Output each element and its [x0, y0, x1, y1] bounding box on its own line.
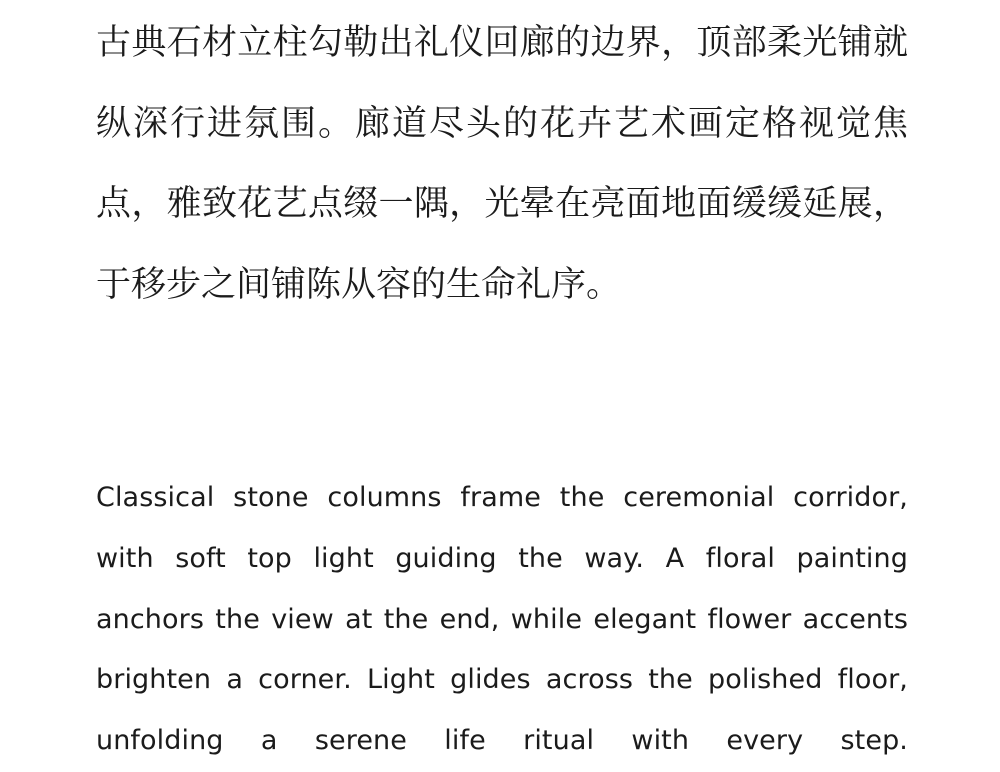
english-description-paragraph: Classical stone columns frame the ceremonial corridor, with soft top light guiding the way. A floral painting anchors the view at the end, while elegant flower accents brighten a corner. Light glides across the polished floor, unfolding a serene life ritual with every step. [96, 482, 908, 757]
chinese-description-paragraph: 古典石材立柱勾勒出礼仪回廊的边界，顶部柔光铺就纵深行进氛围。廊道尽头的花卉艺术画定格视觉焦点，雅致花艺点缀一隅，光晕在亮面地面缓缓延展，于移步之间铺陈从容的生命礼序。 [96, 23, 908, 305]
